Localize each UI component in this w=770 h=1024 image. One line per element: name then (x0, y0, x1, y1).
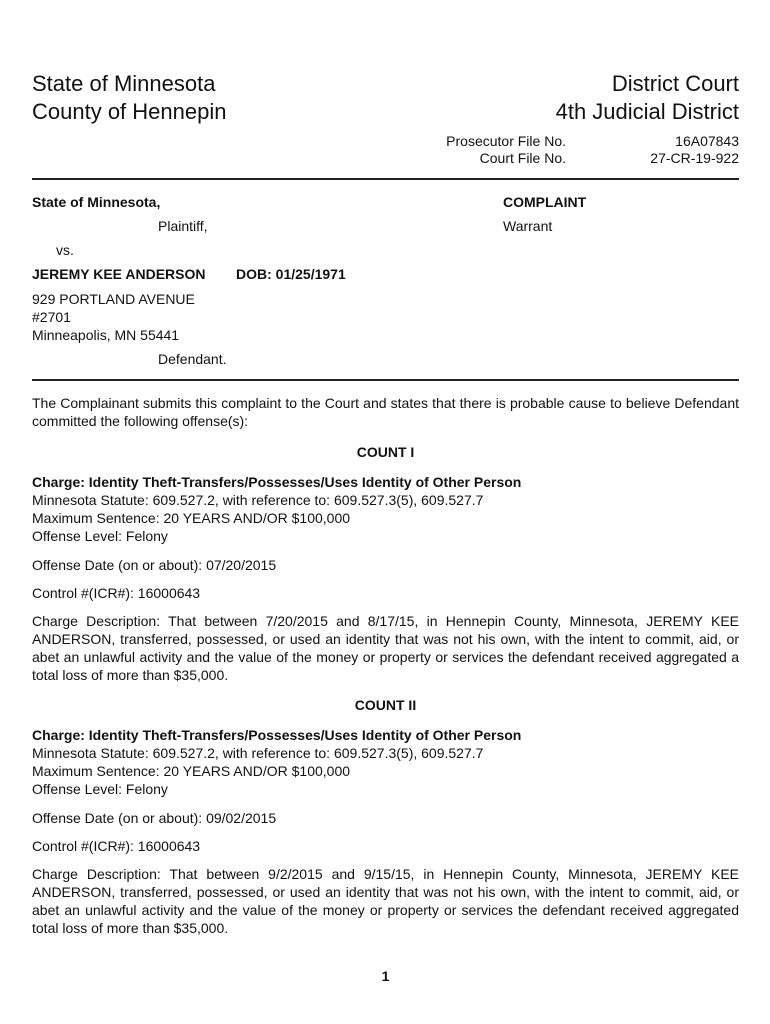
address-line-3: Minneapolis, MN 55441 (32, 327, 180, 343)
plaintiff-name: State of Minnesota, (32, 194, 161, 210)
charge-title: Charge: Identity Theft-Transfers/Possesses/Uses Identity of Other Person (32, 474, 522, 490)
max-sentence-line: Maximum Sentence: 20 YEARS AND/OR $100,000 (32, 510, 351, 526)
court-heading: District Court (611, 71, 739, 96)
control-number-line: Control #(ICR#): 16000643 (32, 838, 201, 854)
court-file-label: Court File No. (479, 150, 566, 166)
count-details (32, 726, 739, 798)
state-heading: State of Minnesota (32, 71, 216, 96)
offense-date-line: Offense Date (on or about): 09/02/2015 (32, 810, 277, 826)
defendant-name: JEREMY KEE ANDERSON (32, 266, 206, 282)
control-number-line: Control #(ICR#): 16000643 (32, 585, 201, 601)
prosecutor-file-value: 16A07843 (675, 133, 739, 149)
header-divider (32, 178, 739, 180)
district-heading: 4th Judicial District (555, 99, 739, 124)
max-sentence-line: Maximum Sentence: 20 YEARS AND/OR $100,000 (32, 763, 351, 779)
address-line-2: #2701 (32, 309, 71, 325)
charge-title: Charge: Identity Theft-Transfers/Possesses/Uses Identity of Other Person (32, 727, 522, 743)
prosecutor-file-label: Prosecutor File No. (446, 133, 566, 149)
intro-paragraph: The Complainant submits this complaint to the Court and states that there is probable cause to believe Defendant committed the following offense(s): (32, 395, 739, 429)
document-subtype: Warrant (503, 218, 553, 234)
count-details (32, 473, 739, 545)
address-line-1: 929 PORTLAND AVENUE (32, 291, 195, 307)
county-heading: County of Hennepin (32, 99, 227, 124)
document-type: COMPLAINT (503, 194, 587, 210)
offense-level-line: Offense Level: Felony (32, 781, 168, 797)
defendant-role: Defendant. (158, 351, 227, 367)
count-heading: COUNT II (354, 697, 417, 713)
statute-line: Minnesota Statute: 609.527.2, with reference to: 609.527.3(5), 609.527.7 (32, 492, 484, 508)
defendant-dob: DOB: 01/25/1971 (236, 266, 346, 282)
plaintiff-role: Plaintiff, (158, 218, 208, 234)
court-file-value: 27-CR-19-922 (650, 150, 739, 166)
offense-date-line: Offense Date (on or about): 07/20/2015 (32, 557, 277, 573)
charge-description: Charge Description: That between 9/2/2015 and 9/15/15, in Hennepin County, Minnesota, JEREMY KEE ANDERSON, transferred, possessed, or used an identity that was not his own, with the intent to commit, aid, or abet an unlawful activity and the value of the money or property or services the defendant received aggregated total loss of more than $35,000. (32, 866, 739, 936)
charge-description: Charge Description: That between 7/20/2015 and 8/17/15, in Hennepin County, Minnesota, JEREMY KEE ANDERSON, transferred, possessed, or used an identity that was not his own, with the intent to commit, aid, or abet an unlawful activity and the value of the money or property or services the defendant received aggregated a total loss of more than $35,000. (32, 613, 739, 683)
statute-line: Minnesota Statute: 609.527.2, with reference to: 609.527.3(5), 609.527.7 (32, 745, 484, 761)
count-heading: COUNT I (356, 444, 415, 460)
offense-level-line: Offense Level: Felony (32, 528, 168, 544)
versus-label: vs. (56, 242, 74, 258)
caption-divider (32, 379, 739, 381)
page-number: 1 (381, 968, 390, 984)
